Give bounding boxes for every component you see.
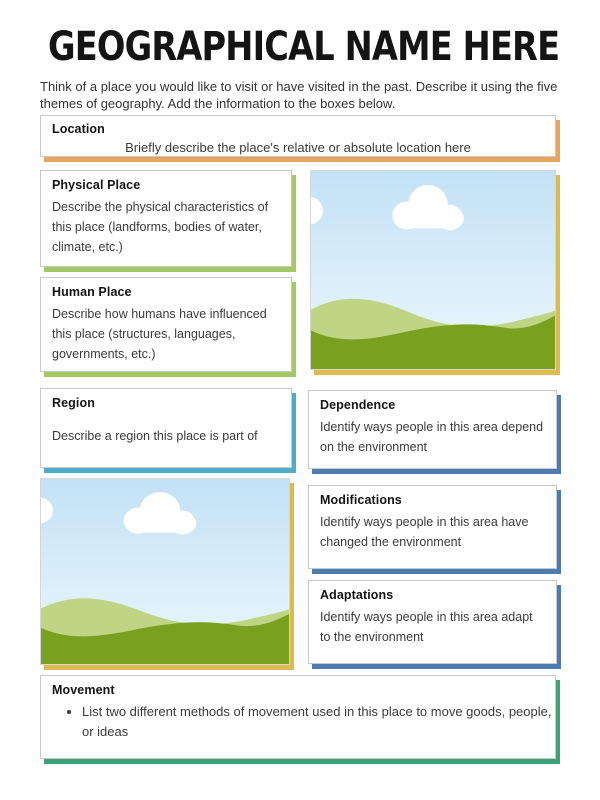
modifications-label: Modifications	[320, 493, 402, 507]
dependence-description: Identify ways people in this area depend on the environment	[320, 420, 544, 454]
physical-place-box[interactable]	[40, 170, 292, 267]
modifications-box[interactable]	[308, 485, 557, 569]
intro-text: Think of a place you would like to visit or have visited in the past. Describe it using the five themes of geography. Add the information to the boxes below.	[40, 79, 558, 112]
adaptations-label: Adaptations	[320, 588, 394, 602]
movement-bullet-list	[52, 702, 552, 741]
human-place-box[interactable]	[40, 277, 292, 372]
location-label: Location	[52, 122, 105, 136]
movement-label: Movement	[52, 683, 115, 697]
human-place-description: Describe how humans have influenced this place (structures, languages, governments, etc.)	[52, 307, 267, 361]
location-description: Briefly describe the place's relative or absolute location here	[125, 140, 471, 155]
human-place-label: Human Place	[52, 285, 132, 299]
landscape-svg	[311, 171, 555, 369]
dependence-box[interactable]	[308, 390, 557, 469]
dependence-label: Dependence	[320, 398, 396, 412]
movement-box[interactable]	[40, 675, 556, 759]
region-label: Region	[52, 396, 95, 410]
adaptations-box[interactable]	[308, 580, 557, 664]
physical-place-description: Describe the physical characteristics of this place (landforms, bodies of water, climate, etc.)	[52, 200, 269, 254]
location-box[interactable]	[40, 115, 556, 157]
region-description: Describe a region this place is part of	[52, 429, 258, 443]
movement-bullet: • List two different methods of movement used in this place to move goods, people, or ideas	[82, 702, 552, 741]
page-title: GEOGRAPHICAL NAME HERE	[48, 24, 560, 70]
landscape-svg	[41, 479, 289, 664]
adaptations-description: Identify ways people in this area adapt to the environment	[320, 610, 533, 644]
physical-place-label: Physical Place	[52, 178, 141, 192]
landscape-illustration-bottom	[40, 478, 290, 665]
region-box[interactable]	[40, 388, 292, 468]
landscape-illustration-top	[310, 170, 556, 370]
modifications-description: Identify ways people in this area have changed the environment	[320, 515, 529, 549]
